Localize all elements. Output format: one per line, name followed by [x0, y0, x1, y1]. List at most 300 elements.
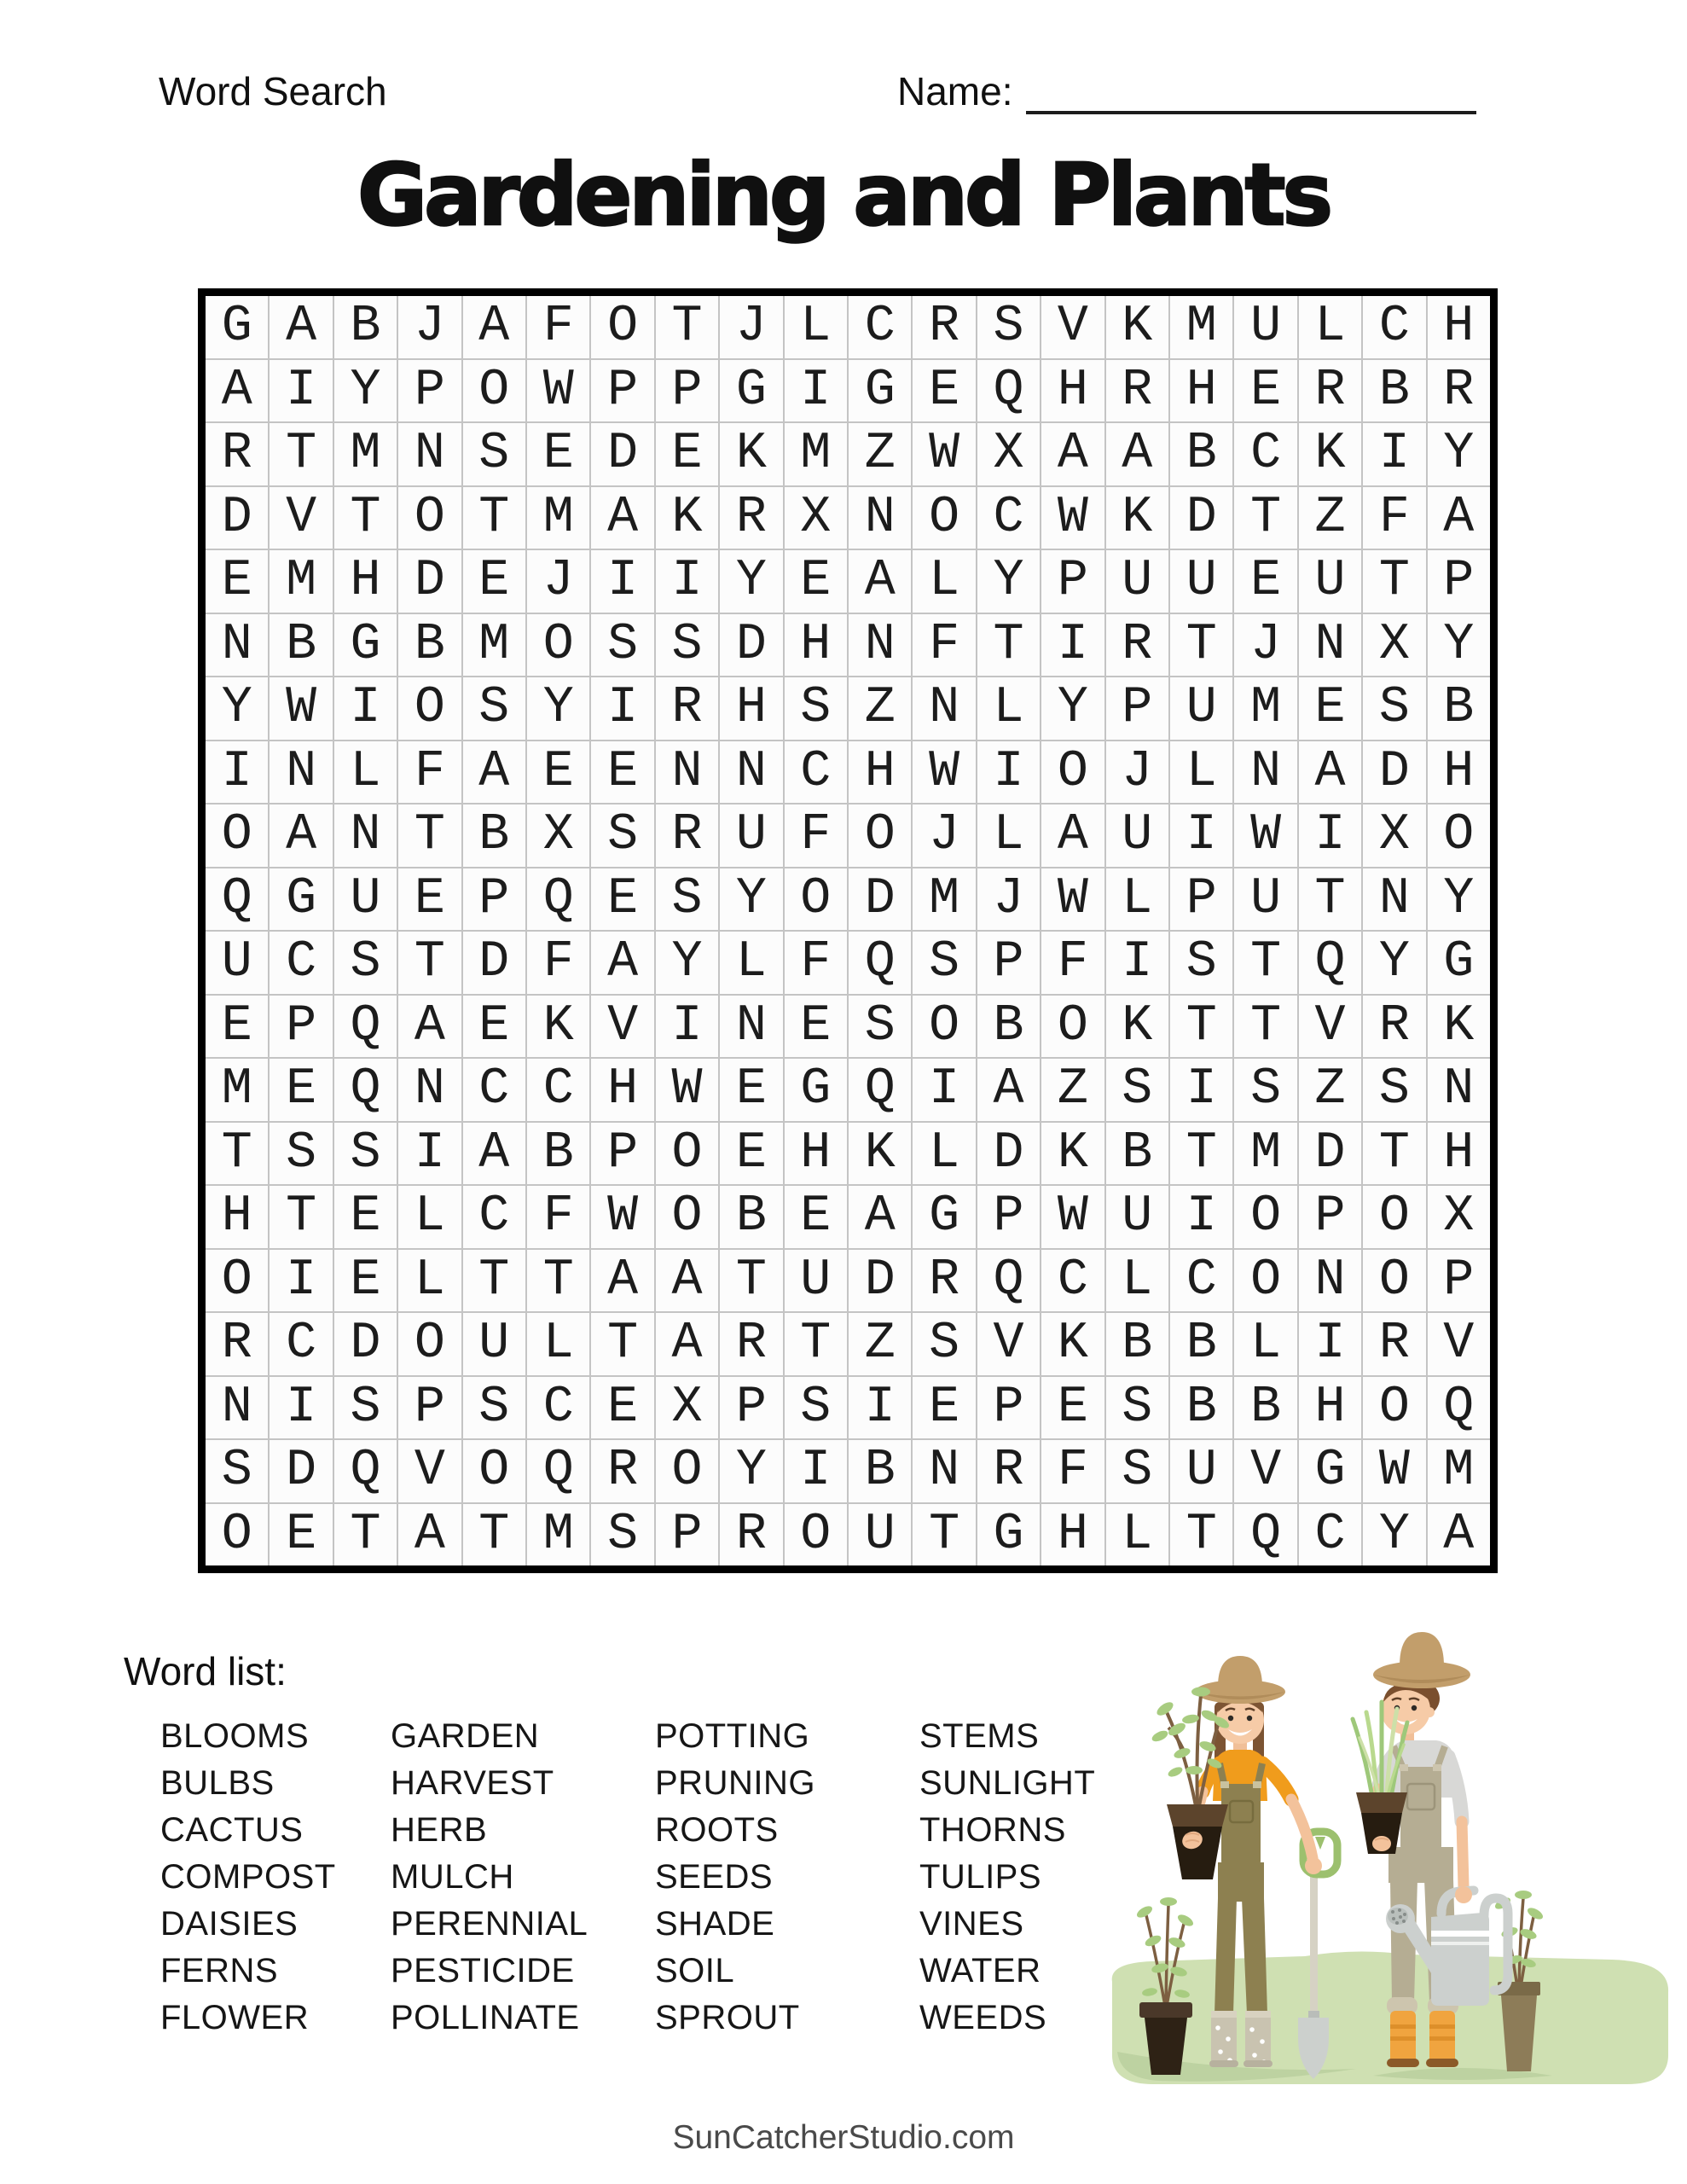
- grid-cell: X: [1363, 804, 1425, 867]
- grid-cell: H: [206, 1186, 268, 1248]
- letter-grid: [198, 288, 1498, 1573]
- grid-cell: O: [463, 1440, 525, 1502]
- grid-cell: K: [849, 1123, 911, 1185]
- word-list-item: TULIPS: [919, 1858, 1042, 1896]
- grid-cell: J: [1234, 614, 1296, 677]
- grid-cell: L: [913, 1123, 975, 1185]
- grid-cell: S: [1170, 932, 1232, 994]
- grid-cell: A: [270, 804, 332, 867]
- word-list-column: [655, 1713, 919, 2042]
- grid-cell: F: [1363, 487, 1425, 549]
- grid-cell: V: [1041, 296, 1104, 358]
- grid-cell: I: [270, 1250, 332, 1312]
- grid-cell: I: [206, 741, 268, 804]
- grid-cell: Q: [334, 1440, 397, 1502]
- word-list-column: [919, 1713, 1095, 2042]
- grid-cell: E: [591, 868, 653, 931]
- grid-cell: S: [334, 1377, 397, 1439]
- grid-cell: U: [849, 1504, 911, 1566]
- grid-cell: I: [1299, 1313, 1361, 1375]
- grid-cell: T: [398, 804, 461, 867]
- word-list-item: DAISIES: [160, 1905, 299, 1943]
- grid-cell: W: [527, 360, 589, 422]
- grid-cell: T: [1234, 932, 1296, 994]
- grid-cell: E: [656, 423, 718, 485]
- grid-cell: H: [1428, 1123, 1490, 1185]
- grid-cell: R: [720, 1504, 782, 1566]
- grid-cell: C: [527, 1377, 589, 1439]
- grid-cell: A: [398, 996, 461, 1058]
- word-list-item: STEMS: [919, 1717, 1040, 1755]
- grid-cell: T: [398, 932, 461, 994]
- grid-cell: Y: [1428, 423, 1490, 485]
- grid-cell: O: [1234, 1186, 1296, 1248]
- grid-cell: A: [463, 296, 525, 358]
- grid-cell: O: [206, 804, 268, 867]
- grid-cell: K: [527, 996, 589, 1058]
- grid-cell: A: [656, 1250, 718, 1312]
- grid-cell: L: [1106, 868, 1168, 931]
- grid-cell: W: [1041, 868, 1104, 931]
- grid-cell: I: [591, 677, 653, 740]
- grid-cell: T: [1363, 550, 1425, 613]
- grid-cell: U: [1299, 550, 1361, 613]
- grid-cell: S: [656, 614, 718, 677]
- grid-cell: Q: [334, 996, 397, 1058]
- grid-cell: R: [1363, 1313, 1425, 1375]
- grid-cell: R: [206, 1313, 268, 1375]
- word-list-column: [391, 1713, 655, 2042]
- grid-cell: E: [527, 423, 589, 485]
- grid-cell: H: [1428, 741, 1490, 804]
- grid-cell: G: [977, 1504, 1040, 1566]
- grid-cell: J: [977, 868, 1040, 931]
- grid-cell: O: [785, 1504, 847, 1566]
- grid-cell: W: [1041, 487, 1104, 549]
- grid-cell: A: [1299, 741, 1361, 804]
- grid-cell: U: [1106, 1186, 1168, 1248]
- grid-cell: L: [1170, 741, 1232, 804]
- grid-cell: L: [334, 741, 397, 804]
- grid-cell: O: [527, 614, 589, 677]
- grid-cell: S: [463, 1377, 525, 1439]
- grid-cell: F: [527, 932, 589, 994]
- grid-cell: M: [1234, 677, 1296, 740]
- grid-cell: A: [1106, 423, 1168, 485]
- word-list-item: PESTICIDE: [391, 1952, 575, 1989]
- grid-cell: L: [785, 296, 847, 358]
- grid-cell: B: [1106, 1123, 1168, 1185]
- grid-cell: L: [913, 550, 975, 613]
- grid-cell: E: [1299, 677, 1361, 740]
- grid-cell: R: [913, 296, 975, 358]
- grid-cell: A: [270, 296, 332, 358]
- word-list-heading: Word list:: [124, 1649, 287, 1693]
- word-list-columns: [160, 1713, 1095, 2042]
- grid-cell: Q: [334, 1059, 397, 1121]
- grid-cell: Y: [720, 550, 782, 613]
- grid-cell: A: [849, 1186, 911, 1248]
- grid-cell: X: [656, 1377, 718, 1439]
- grid-cell: T: [270, 423, 332, 485]
- grid-cell: E: [206, 550, 268, 613]
- grid-cell: T: [785, 1313, 847, 1375]
- grid-cell: C: [785, 741, 847, 804]
- grid-cell: F: [913, 614, 975, 677]
- grid-cell: T: [334, 487, 397, 549]
- grid-cell: K: [1041, 1123, 1104, 1185]
- grid-cell: S: [591, 1504, 653, 1566]
- grid-cell: E: [591, 741, 653, 804]
- hand-on-can: [1455, 1886, 1472, 1903]
- grid-cell: S: [1363, 1059, 1425, 1121]
- grid-cell: N: [1428, 1059, 1490, 1121]
- grid-cell: Q: [977, 1250, 1040, 1312]
- grid-cell: X: [1363, 614, 1425, 677]
- puzzle-title: Gardening and Plants: [357, 145, 1330, 245]
- grid-cell: N: [334, 804, 397, 867]
- grid-cell: R: [1106, 614, 1168, 677]
- grid-cell: M: [527, 487, 589, 549]
- grid-cell: P: [1428, 1250, 1490, 1312]
- grid-cell: G: [720, 360, 782, 422]
- grid-cell: L: [1106, 1504, 1168, 1566]
- grid-cell: E: [720, 1059, 782, 1121]
- grid-cell: E: [785, 1186, 847, 1248]
- grid-cell: B: [1106, 1313, 1168, 1375]
- grid-cell: O: [913, 487, 975, 549]
- grid-cell: T: [463, 1250, 525, 1312]
- grid-cell: W: [913, 741, 975, 804]
- grid-cell: I: [398, 1123, 461, 1185]
- grid-cell: N: [1234, 741, 1296, 804]
- grid-cell: D: [463, 932, 525, 994]
- grid-cell: P: [1041, 550, 1104, 613]
- grid-cell: P: [656, 1504, 718, 1566]
- footer-site-credit: SunCatcherStudio.com: [672, 2119, 1015, 2156]
- grid-cell: O: [849, 804, 911, 867]
- grid-cell: W: [1234, 804, 1296, 867]
- grid-cell: S: [913, 1313, 975, 1375]
- grid-cell: P: [977, 932, 1040, 994]
- grid-cell: D: [1299, 1123, 1361, 1185]
- grid-cell: M: [1234, 1123, 1296, 1185]
- word-list-item: VINES: [919, 1905, 1024, 1943]
- grid-cell: P: [720, 1377, 782, 1439]
- grid-cell: V: [591, 996, 653, 1058]
- word-list-item: FLOWER: [160, 1999, 310, 2036]
- grid-cell: B: [1428, 677, 1490, 740]
- grid-cell: E: [206, 996, 268, 1058]
- grid-cell: P: [591, 1123, 653, 1185]
- grid-cell: Y: [334, 360, 397, 422]
- grid-cell: S: [656, 868, 718, 931]
- grid-cell: W: [1363, 1440, 1425, 1502]
- grid-cell: Q: [849, 1059, 911, 1121]
- grid-cell: A: [591, 932, 653, 994]
- grid-cell: T: [1363, 1123, 1425, 1185]
- grid-cell: A: [977, 1059, 1040, 1121]
- grid-cell: T: [1299, 868, 1361, 931]
- grid-cell: N: [1299, 614, 1361, 677]
- grid-cell: H: [720, 677, 782, 740]
- grid-cell: Y: [1363, 932, 1425, 994]
- word-list-item: THORNS: [919, 1811, 1066, 1849]
- grid-cell: K: [720, 423, 782, 485]
- grid-cell: O: [656, 1123, 718, 1185]
- grid-cell: P: [656, 360, 718, 422]
- grid-cell: F: [785, 932, 847, 994]
- grid-cell: N: [913, 1440, 975, 1502]
- grid-cell: T: [913, 1504, 975, 1566]
- grid-cell: C: [1041, 1250, 1104, 1312]
- grid-cell: B: [849, 1440, 911, 1502]
- grid-cell: E: [398, 868, 461, 931]
- grid-cell: S: [334, 1123, 397, 1185]
- grid-cell: C: [977, 487, 1040, 549]
- grid-cell: A: [398, 1504, 461, 1566]
- grid-cell: D: [720, 614, 782, 677]
- sun-hat-man: [1373, 1632, 1470, 1688]
- grid-cell: C: [527, 1059, 589, 1121]
- word-list-item: POLLINATE: [391, 1999, 580, 2036]
- grid-cell: I: [1106, 932, 1168, 994]
- grid-cell: I: [656, 996, 718, 1058]
- grid-cell: A: [206, 360, 268, 422]
- grid-cell: H: [591, 1059, 653, 1121]
- gardeners-illustration: [1100, 1617, 1680, 2094]
- doc-type-label: Word Search: [159, 69, 387, 113]
- grid-cell: W: [591, 1186, 653, 1248]
- grid-cell: I: [1170, 1186, 1232, 1248]
- grid-cell: O: [1363, 1250, 1425, 1312]
- word-list-item: PERENNIAL: [391, 1905, 588, 1943]
- grid-cell: V: [1428, 1313, 1490, 1375]
- word-list-item: WEEDS: [919, 1999, 1047, 2036]
- grid-cell: W: [1041, 1186, 1104, 1248]
- grid-cell: S: [1106, 1377, 1168, 1439]
- grid-cell: J: [527, 550, 589, 613]
- grid-cell: L: [527, 1313, 589, 1375]
- grid-cell: V: [977, 1313, 1040, 1375]
- grid-cell: F: [1041, 1440, 1104, 1502]
- word-list-item: MULCH: [391, 1858, 514, 1896]
- word-list-item: POTTING: [655, 1717, 810, 1755]
- grid-cell: C: [1170, 1250, 1232, 1312]
- grid-cell: X: [785, 487, 847, 549]
- grid-cell: R: [1363, 996, 1425, 1058]
- grid-cell: P: [1106, 677, 1168, 740]
- grid-cell: E: [1041, 1377, 1104, 1439]
- grid-cell: M: [527, 1504, 589, 1566]
- grid-cell: E: [527, 741, 589, 804]
- grid-cell: R: [656, 677, 718, 740]
- grid-cell: T: [1234, 487, 1296, 549]
- word-list-section: [124, 1648, 1095, 2042]
- grid-cell: R: [1428, 360, 1490, 422]
- grid-cell: S: [270, 1123, 332, 1185]
- grid-cell: T: [977, 614, 1040, 677]
- grid-cell: O: [1363, 1186, 1425, 1248]
- grid-cell: W: [913, 423, 975, 485]
- grid-cell: R: [656, 804, 718, 867]
- grid-cell: I: [785, 1440, 847, 1502]
- grid-cell: J: [720, 296, 782, 358]
- grid-cell: S: [334, 932, 397, 994]
- name-label: Name:: [897, 69, 1013, 113]
- grid-cell: S: [1106, 1059, 1168, 1121]
- grid-cell: E: [785, 550, 847, 613]
- grid-cell: N: [720, 996, 782, 1058]
- grid-cell: N: [913, 677, 975, 740]
- grid-cell: N: [1363, 868, 1425, 931]
- grid-cell: D: [1170, 487, 1232, 549]
- grid-cell: M: [785, 423, 847, 485]
- grid-cell: I: [270, 1377, 332, 1439]
- grid-cell: P: [398, 1377, 461, 1439]
- grid-cell: T: [334, 1504, 397, 1566]
- gardeners-svg: [1100, 1617, 1680, 2094]
- grid-cell: R: [977, 1440, 1040, 1502]
- grid-cell: Q: [1299, 932, 1361, 994]
- name-blank-line[interactable]: [1026, 70, 1476, 114]
- grid-cell: W: [656, 1059, 718, 1121]
- grid-cell: O: [1363, 1377, 1425, 1439]
- grid-cell: X: [1428, 1186, 1490, 1248]
- grid-cell: I: [656, 550, 718, 613]
- word-list-item: FERNS: [160, 1952, 279, 1989]
- grid-cell: U: [206, 932, 268, 994]
- grid-cell: V: [270, 487, 332, 549]
- grid-cell: O: [591, 296, 653, 358]
- grid-cell: N: [656, 741, 718, 804]
- word-list-item: ROOTS: [655, 1811, 779, 1849]
- grid-cell: V: [398, 1440, 461, 1502]
- word-list-item: GARDEN: [391, 1717, 540, 1755]
- grid-cell: E: [720, 1123, 782, 1185]
- grid-cell: Y: [1363, 1504, 1425, 1566]
- grid-cell: J: [1106, 741, 1168, 804]
- grid-cell: C: [1234, 423, 1296, 485]
- grid-cell: C: [463, 1059, 525, 1121]
- grid-cell: K: [1106, 487, 1168, 549]
- grid-cell: I: [1170, 804, 1232, 867]
- word-list-item: SOIL: [655, 1952, 735, 1989]
- grid-cell: T: [270, 1186, 332, 1248]
- word-list-item: COMPOST: [160, 1858, 336, 1896]
- grid-cell: S: [591, 804, 653, 867]
- grid-cell: S: [1234, 1059, 1296, 1121]
- grid-cell: U: [1106, 550, 1168, 613]
- grid-cell: M: [270, 550, 332, 613]
- grid-cell: G: [785, 1059, 847, 1121]
- grid-cell: S: [463, 677, 525, 740]
- grid-cell: M: [1170, 296, 1232, 358]
- grid-cell: G: [334, 614, 397, 677]
- grid-cell: M: [463, 614, 525, 677]
- grid-cell: U: [1234, 296, 1296, 358]
- word-list-item: BLOOMS: [160, 1717, 310, 1755]
- grid-cell: L: [977, 677, 1040, 740]
- grid-cell: O: [398, 677, 461, 740]
- grid-cell: S: [785, 677, 847, 740]
- grid-cell: N: [398, 423, 461, 485]
- grid-cell: H: [1041, 1504, 1104, 1566]
- grid-cell: B: [398, 614, 461, 677]
- grid-cell: E: [334, 1250, 397, 1312]
- grid-cell: L: [398, 1186, 461, 1248]
- grid-cell: P: [591, 360, 653, 422]
- grid-cell: T: [527, 1250, 589, 1312]
- grid-cell: Q: [527, 1440, 589, 1502]
- word-list-item: BULBS: [160, 1764, 275, 1802]
- word-list-item: SPROUT: [655, 1999, 800, 2036]
- grid-cell: Z: [1299, 487, 1361, 549]
- grid-cell: I: [913, 1059, 975, 1121]
- grid-cell: N: [849, 614, 911, 677]
- grid-cell: Q: [977, 360, 1040, 422]
- grid-cell: I: [334, 677, 397, 740]
- grid-cell: X: [977, 423, 1040, 485]
- grid-cell: N: [206, 1377, 268, 1439]
- grid-cell: U: [1170, 550, 1232, 613]
- grid-cell: T: [656, 296, 718, 358]
- grid-cell: R: [591, 1440, 653, 1502]
- grid-cell: S: [1106, 1440, 1168, 1502]
- grid-cell: O: [206, 1250, 268, 1312]
- grid-cell: K: [1041, 1313, 1104, 1375]
- grid-cell: H: [1170, 360, 1232, 422]
- grid-cell: O: [656, 1186, 718, 1248]
- grid-cell: P: [270, 996, 332, 1058]
- grid-cell: O: [398, 487, 461, 549]
- grid-cell: S: [591, 614, 653, 677]
- grid-cell: B: [463, 804, 525, 867]
- word-list-column: [160, 1713, 391, 2042]
- grid-cell: I: [1363, 423, 1425, 485]
- grid-cell: V: [1234, 1440, 1296, 1502]
- grid-cell: L: [1106, 1250, 1168, 1312]
- grid-cell: Q: [849, 932, 911, 994]
- grid-cell: O: [398, 1313, 461, 1375]
- grid-cell: Y: [1041, 677, 1104, 740]
- grid-cell: B: [527, 1123, 589, 1185]
- grid-cell: R: [206, 423, 268, 485]
- grid-cell: T: [1170, 614, 1232, 677]
- grid-cell: U: [334, 868, 397, 931]
- grid-cell: E: [334, 1186, 397, 1248]
- grid-cell: N: [270, 741, 332, 804]
- grid-cell: O: [913, 996, 975, 1058]
- grid-cell: T: [1234, 996, 1296, 1058]
- grid-cell: A: [1428, 1504, 1490, 1566]
- grid-cell: P: [398, 360, 461, 422]
- grid-cell: O: [463, 360, 525, 422]
- grid-cell: T: [463, 1504, 525, 1566]
- grid-cell: R: [1299, 360, 1361, 422]
- grid-cell: D: [398, 550, 461, 613]
- grid-cell: K: [1428, 996, 1490, 1058]
- grid-cell: N: [720, 741, 782, 804]
- grid-cell: E: [591, 1377, 653, 1439]
- grid-cell: M: [913, 868, 975, 931]
- word-list-item: SHADE: [655, 1905, 775, 1943]
- grid-cell: H: [785, 614, 847, 677]
- grid-cell: B: [1234, 1377, 1296, 1439]
- grid-cell: O: [1041, 996, 1104, 1058]
- grid-cell: A: [1428, 487, 1490, 549]
- grid-cell: Y: [720, 868, 782, 931]
